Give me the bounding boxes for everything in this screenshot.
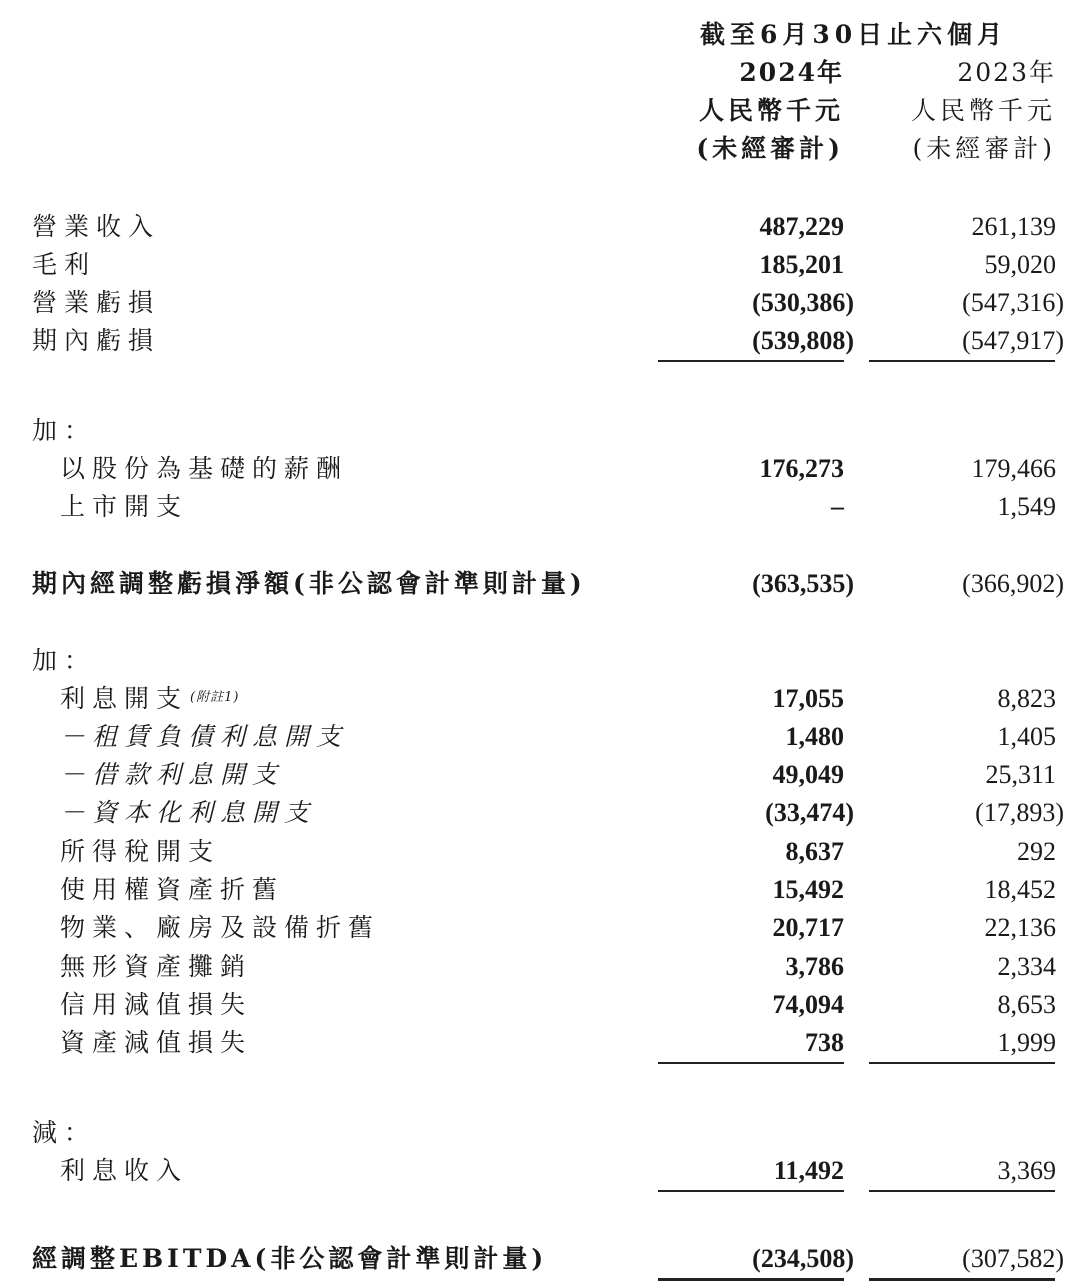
value-2024-asset-impair: 738 [805,1028,844,1057]
value-2023-income-tax: 292 [1017,837,1056,866]
subtotal-rule-2024-c [658,1190,844,1192]
row-label-income-tax: 所得稅開支 [60,837,221,866]
value-2023-cap-interest: (17,893) [975,798,1064,827]
value-2024-borrow-interest: 49,049 [772,760,844,789]
value-2023-operating-loss: (547,316) [962,288,1064,317]
value-2024-ppe-dep: 20,717 [772,913,844,942]
value-2024-income-tax: 8,637 [785,837,844,866]
value-2023-interest-income: 3,369 [997,1156,1056,1185]
subtotal-rule-2024 [658,360,844,362]
row-label-rou-dep: 使用權資產折舊 [60,875,285,904]
value-2024-revenue: 487,229 [759,212,844,241]
value-2023-intangible-amort: 2,334 [997,952,1056,981]
total-double-rule-2024 [658,1278,844,1281]
value-2023-gross-profit: 59,020 [984,250,1056,279]
value-2023-adj-net-loss: (366,902) [962,569,1064,598]
value-2023-period-loss: (547,917) [962,326,1064,355]
subtotal-rule-2023 [869,360,1055,362]
value-2024-adj-net-loss: (363,535) [752,569,854,598]
row-label-asset-impair: 資產減值損失 [60,1028,253,1057]
section-add-label-2: 加： [32,646,97,675]
value-2023-listing-exp: 1,549 [997,492,1056,521]
value-2024-lease-interest: 1,480 [785,722,844,751]
row-label-period-loss: 期內虧損 [32,326,161,355]
value-2024-credit-impair: 74,094 [772,990,844,1019]
row-label-share-comp: 以股份為基礎的薪酬 [60,454,349,483]
row-label-adj-net-loss: 期內經調整虧損淨額(非公認會計準則計量) [32,569,586,598]
value-2024-interest-income: 11,492 [773,1156,844,1185]
value-2024-listing-exp: – [831,492,844,521]
row-label-cap-interest: －資本化利息開支 [60,798,317,827]
row-label-ppe-dep: 物業、廠房及設備折舊 [60,913,381,942]
value-2024-intangible-amort: 3,786 [785,952,844,981]
row-label-interest-income: 利息收入 [60,1156,189,1185]
value-2023-ppe-dep: 22,136 [984,913,1056,942]
value-2023-revenue: 261,139 [971,212,1056,241]
row-label-credit-impair: 信用減值損失 [60,990,253,1019]
year-2024-header: 2024年 [739,58,844,87]
total-double-rule-2023 [869,1278,1055,1281]
audit-note-2024: (未經審計) [696,134,844,163]
section-less-label: 減： [32,1118,97,1147]
row-label-borrow-interest: －借款利息開支 [60,760,285,789]
unit-2024-header: 人民幣千元 [698,96,844,125]
value-2024-operating-loss: (530,386) [752,288,854,317]
value-2024-gross-profit: 185,201 [759,250,844,279]
value-2023-borrow-interest: 25,311 [985,760,1056,789]
row-label-interest-exp [60,686,239,711]
audit-note-2023: (未經審計) [912,134,1056,163]
footnote-ref: (附註1) [190,690,240,705]
row-label-operating-loss: 營業虧損 [32,288,161,317]
value-2024-cap-interest: (33,474) [765,798,854,827]
period-header: 截至6月30日止六個月 [700,20,1008,49]
value-2023-asset-impair: 1,999 [997,1028,1056,1057]
row-label-gross-profit: 毛利 [32,250,97,279]
value-2023-share-comp: 179,466 [971,454,1056,483]
value-2024-share-comp: 176,273 [759,454,844,483]
row-label-lease-interest: －租賃負債利息開支 [60,722,349,751]
value-2024-rou-dep: 15,492 [772,875,844,904]
value-2024-period-loss: (539,808) [752,326,854,355]
value-2023-lease-interest: 1,405 [997,722,1056,751]
interest-exp-text: 利息開支 [60,684,189,713]
value-2024-adj-ebitda: (234,508) [752,1244,854,1273]
row-label-adj-ebitda: 經調整EBITDA(非公認會計準則計量) [32,1244,548,1273]
section-add-label: 加： [32,416,97,445]
subtotal-rule-2023-c [869,1190,1055,1192]
row-label-intangible-amort: 無形資產攤銷 [60,952,253,981]
value-2023-credit-impair: 8,653 [997,990,1056,1019]
year-2023-header: 2023年 [957,58,1056,87]
value-2024-interest-exp: 17,055 [772,684,844,713]
value-2023-adj-ebitda: (307,582) [962,1244,1064,1273]
value-2023-interest-exp: 8,823 [997,684,1056,713]
unit-2023-header: 人民幣千元 [910,96,1056,125]
row-label-listing-exp: 上市開支 [60,492,189,521]
subtotal-rule-2023-b [869,1062,1055,1064]
value-2023-rou-dep: 18,452 [984,875,1056,904]
row-label-revenue: 營業收入 [32,212,161,241]
subtotal-rule-2024-b [658,1062,844,1064]
